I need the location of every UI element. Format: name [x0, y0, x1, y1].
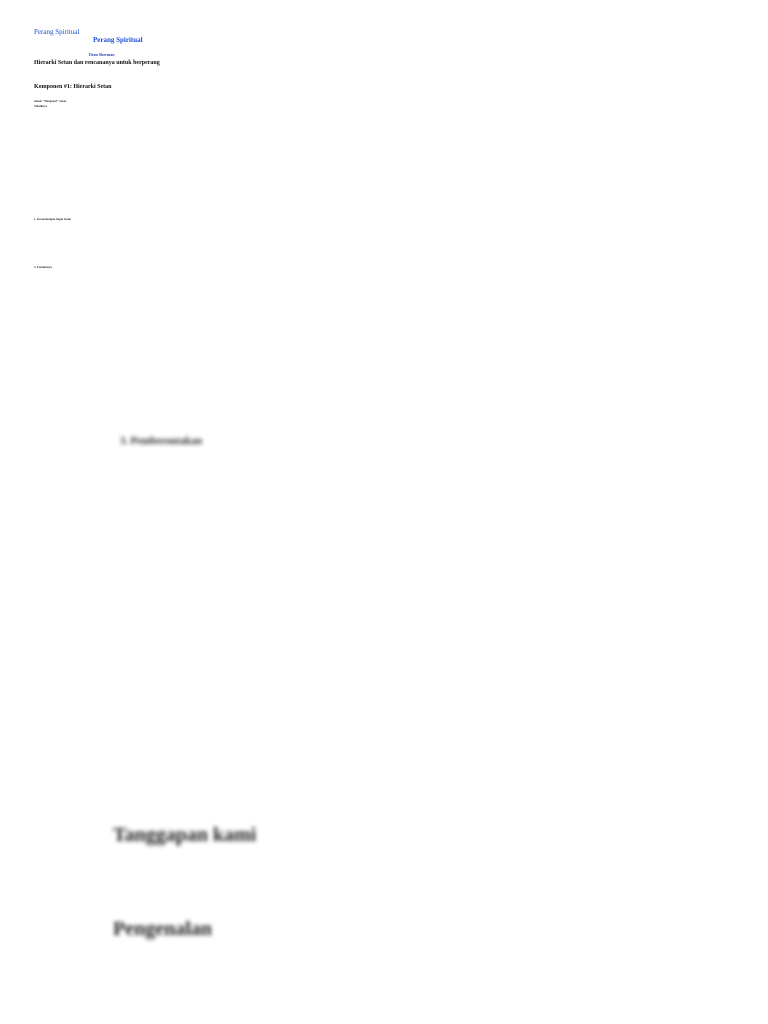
author-name: Dean Sherman	[89, 52, 115, 57]
numbered-heading: 3. Pemberontakan	[120, 436, 203, 447]
paragraph-intro-hierarchy	[34, 68, 214, 84]
paragraph-lower-9	[113, 794, 713, 818]
paragraph-lower-6	[113, 684, 713, 708]
paragraph-tanggapan-lead	[113, 848, 713, 872]
paragraph-lower-3	[113, 506, 713, 550]
subheading-fondasi: 2. Fondasinya	[34, 266, 52, 269]
paragraph-lower-5	[113, 618, 713, 678]
paragraph-lower-1	[113, 414, 713, 436]
paragraph-lower-2	[113, 450, 713, 504]
heading-pengenalan: Pengenalan	[113, 918, 212, 940]
paragraph-pengenalan	[113, 940, 713, 1024]
paragraph-komponen	[34, 91, 224, 99]
breadcrumb-link[interactable]: Perang Spiritual	[34, 28, 80, 36]
paragraph-taktik	[34, 109, 224, 217]
paragraph-lower-8	[113, 758, 713, 790]
subheading-mengenal: untuk "Mengenal" Setan	[34, 100, 67, 103]
paragraph-lower-4	[113, 556, 713, 612]
paragraph-kesombongan	[34, 222, 224, 266]
paragraph-tanggapan	[113, 874, 713, 918]
intro-paragraph	[60, 45, 760, 53]
section-heading-komponen: Komponen #1: Hierarki Setan	[34, 84, 112, 90]
heading-tanggapan: Tanggapan kami	[113, 824, 257, 846]
lower-section	[0, 380, 768, 1024]
section-heading-hierarchy: Hierarki Setan dan rencananya untuk berperang	[34, 60, 160, 66]
paragraph-lower-7	[113, 710, 713, 754]
site-title[interactable]: Perang Spiritual	[93, 36, 143, 44]
top-section	[0, 0, 768, 320]
paragraph-fondasi	[34, 270, 224, 278]
subheading-kesombongan: 1. Kesombongan bagai Setan	[34, 218, 72, 221]
subheading-taktiknya: Taktiknya	[34, 105, 48, 108]
